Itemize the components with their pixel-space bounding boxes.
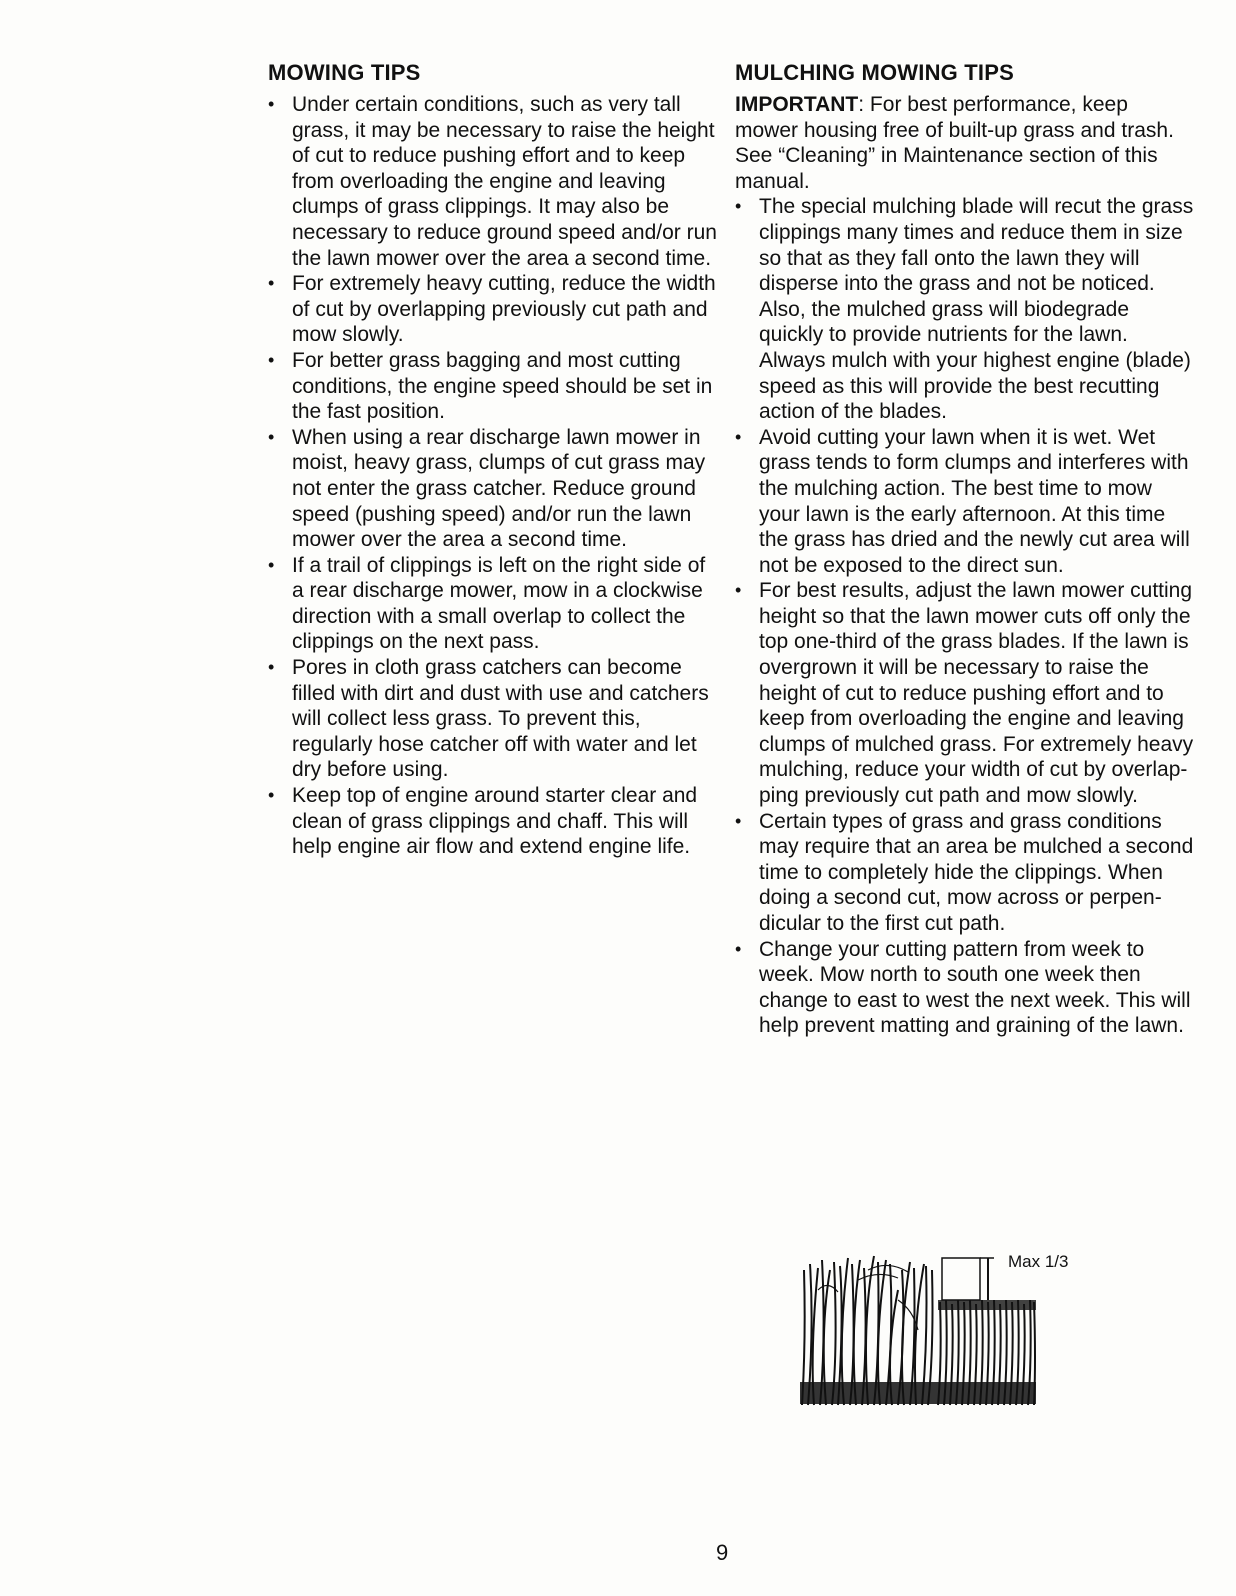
mowing-tips-section xyxy=(268,58,718,860)
list-item: • Certain types of grass and grass conditions may require that an area be mulched a second time to completely hide the clippings. When doing a second cut, mow across or perpen-dicular to the first cut path. xyxy=(735,809,1195,937)
list-item: • If a trail of clippings is left on the right side of a rear discharge mower, mow in a clockwise direction with a small overlap to collect the clippings on the next pass. xyxy=(268,553,718,655)
grass-height-figure xyxy=(798,1250,1098,1410)
list-item: • For better grass bagging and most cutting conditions, the engine speed should be set in the fast position. xyxy=(268,348,718,425)
list-item: • Pores in cloth grass catchers can become filled with dirt and dust with use and catchers will collect less grass. To prevent this, regularly hose catcher off with water and let dry before using. xyxy=(268,655,718,783)
important-text: : For best performance, keep mower housing free of built-up grass and trash. See “Cleaning” in Maintenance section of this manual. xyxy=(735,93,1174,193)
list-item: • For extremely heavy cutting, reduce the width of cut by overlapping previously cut path and mow slowly. xyxy=(268,271,718,348)
list-item: • Under certain conditions, such as very tall grass, it may be necessary to raise the height of cut to reduce pushing effort and to keep from overloading the engine and leaving clumps of grass clippings. It may also be necessary to reduce ground speed and/or run the lawn mower over the area a second time. xyxy=(268,92,718,271)
list-item: • Change your cutting pattern from week to week. Mow north to south one week then change to east to west the next week. This will help prevent matting and graining of the lawn. xyxy=(735,937,1195,1039)
list-item: • Avoid cutting your lawn when it is wet. Wet grass tends to form clumps and interferes with the mulching action. The best time to mow your lawn is the early afternoon. At this time the grass has dried and the newly cut area will not be exposed to the direct sun. xyxy=(735,425,1195,579)
page-number: 9 xyxy=(716,1540,729,1565)
max-one-third-label: Max 1/3 xyxy=(1008,1252,1069,1271)
mulching-tips-heading: MULCHING MOWING TIPS xyxy=(735,60,1014,85)
mulching-tips-list xyxy=(735,194,1195,1039)
list-item: • When using a rear discharge lawn mower in moist, heavy grass, clumps of cut grass may not enter the grass catcher. Reduce ground speed (pushing speed) and/or run the lawn mower over the area a second time. xyxy=(268,425,718,553)
important-label: IMPORTANT xyxy=(735,93,859,116)
important-note xyxy=(735,92,1195,194)
grass-height-illustration-icon xyxy=(798,1250,1038,1410)
list-item: • Keep top of engine around starter clear and clean of grass clippings and chaff. This will help engine air flow and extend engine life. xyxy=(268,783,718,860)
mulching-tips-section xyxy=(735,58,1195,1039)
list-item: • For best results, adjust the lawn mower cutting height so that the lawn mower cuts off only the top one-third of the grass blades. If the lawn is overgrown it will be necessary to raise the height of cut to reduce pushing effort and to keep from overloading the engine and leaving clumps of mulched grass. For extremely heavy mulching, reduce your width of cut by overlap-ping previously cut path and mow slowly. xyxy=(735,578,1195,808)
mowing-tips-heading: MOWING TIPS xyxy=(268,60,421,85)
mowing-tips-list xyxy=(268,92,718,860)
list-item: • The special mulching blade will recut the grass clippings many times and reduce them in size so that as they fall onto the lawn they will disperse into the grass and not be noticed. Also, the mulched grass will biodegrade quickly to provide nutrients for the lawn. Always mulch with your highest engine (blade) speed as this will provide the best recutting action of the blades. xyxy=(735,194,1195,424)
